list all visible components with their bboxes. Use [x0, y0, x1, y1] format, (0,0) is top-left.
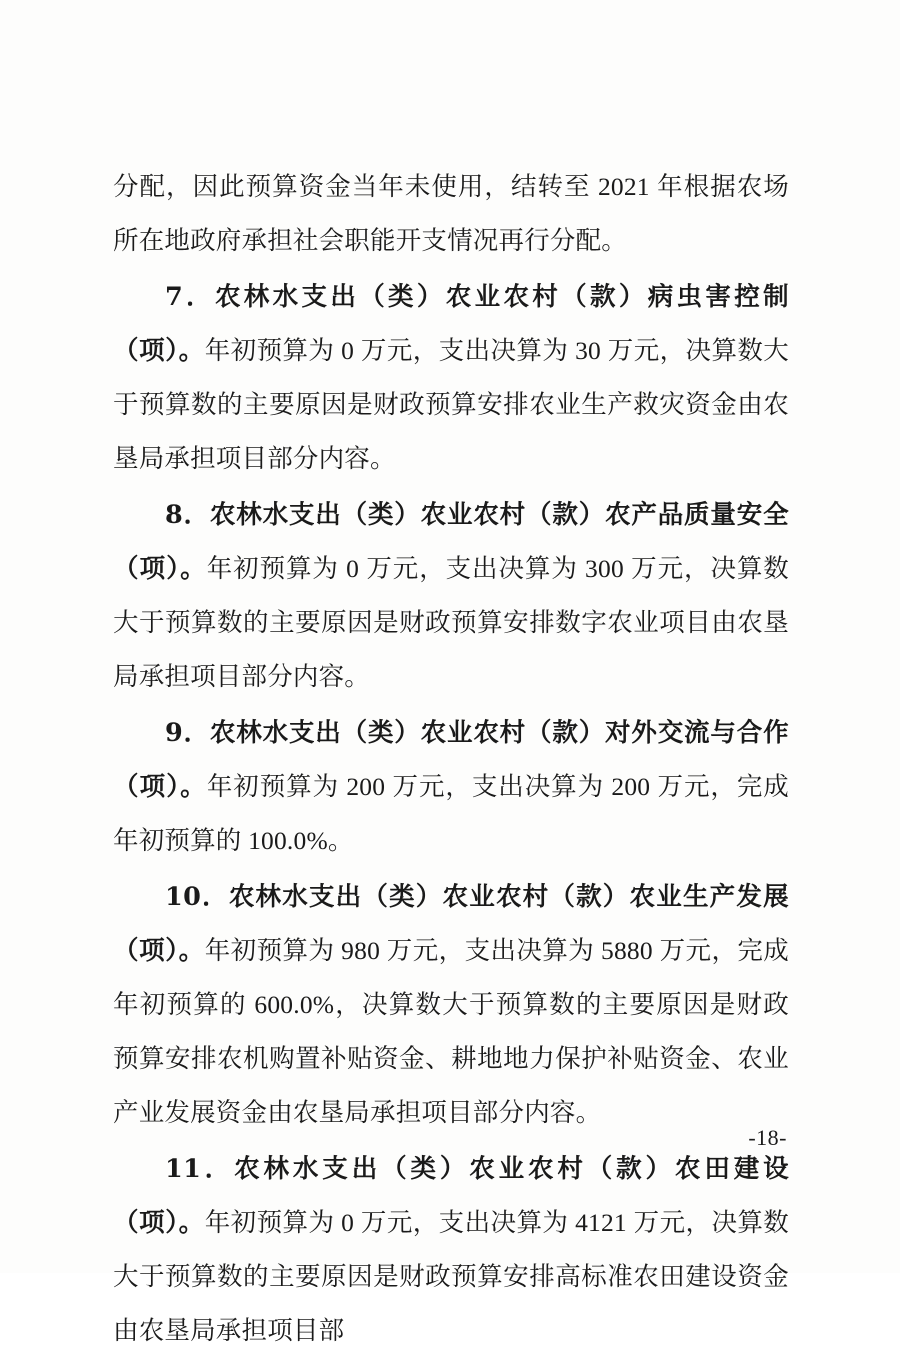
page-number: -18- [748, 1125, 787, 1150]
paragraph-item-7 [113, 270, 789, 486]
paragraph-text: 年初预算为 0 万元，支出决算为 30 万元，决算数大于预算数的主要原因是财政预算安排农业生产救灾资金由农垦局承担项目部分内容。 [113, 336, 789, 473]
paragraph-heading: 11．农林水支出（类）农业农村（款）农田建设（项）。 [113, 1154, 789, 1238]
paragraph-item-9 [113, 706, 789, 868]
paragraph-text: 年初预算为 200 万元，支出决算为 200 万元，完成年初预算的 100.0%。 [113, 772, 789, 855]
paragraph-item-10 [113, 870, 789, 1140]
paragraph-heading: 8．农林水支出（类）农业农村（款）农产品质量安全（项）。 [113, 500, 789, 584]
paragraph-heading: 7．农林水支出（类）农业农村（款）病虫害控制（项）。 [113, 282, 789, 366]
paragraph-text: 年初预算为 0 万元，支出决算为 4121 万元，决算数大于预算数的主要原因是财政预算安排高标准农田建设资金由农垦局承担项目部 [113, 1208, 789, 1345]
paragraph-text: 分配，因此预算资金当年未使用，结转至 2021 年根据农场所在地政府承担社会职能开支情况再行分配。 [113, 172, 789, 255]
paragraph-item-8 [113, 488, 789, 704]
paragraph-continuation [113, 160, 789, 268]
paragraph-text: 年初预算为 980 万元，支出决算为 5880 万元，完成年初预算的 600.0%，决算数大于预算数的主要原因是财政预算安排农机购置补贴资金、耕地地力保护补贴资金、农业产业发展资金由农垦局承担项目部分内容。 [113, 936, 789, 1127]
paragraph-text: 年初预算为 0 万元，支出决算为 300 万元，决算数大于预算数的主要原因是财政预算安排数字农业项目由农垦局承担项目部分内容。 [113, 554, 789, 691]
paragraph-heading: 10．农林水支出（类）农业农村（款）农业生产发展（项）。 [113, 882, 789, 966]
paragraph-item-11 [113, 1142, 789, 1358]
document-body [113, 160, 789, 1360]
paragraph-heading: 9．农林水支出（类）农业农村（款）对外交流与合作（项）。 [113, 718, 789, 802]
